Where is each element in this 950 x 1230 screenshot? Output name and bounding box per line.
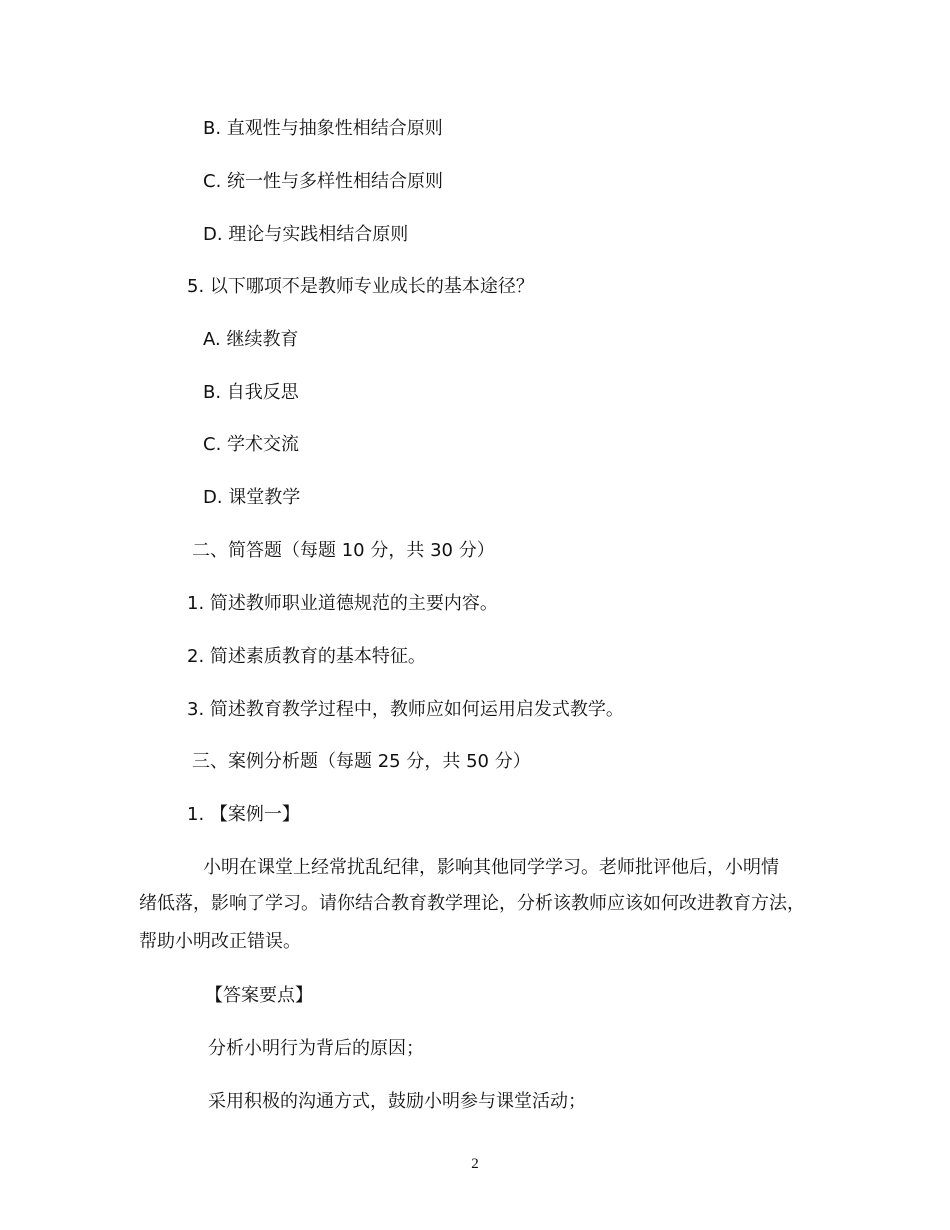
section2-question-1: 1. 简述教师职业道德规范的主要内容。 <box>187 593 498 614</box>
case1-text-line-3: 帮助小明改正错误。 <box>139 931 301 952</box>
page-number: 2 <box>471 1156 479 1172</box>
q5-option-b: B. 自我反思 <box>203 382 299 403</box>
q5-option-d: D. 课堂教学 <box>203 487 301 508</box>
q5-question: 5. 以下哪项不是教师专业成长的基本途径？ <box>187 276 534 297</box>
case1-text-line-2: 绪低落，影响了学习。请你结合教育教学理论，分析该教师应该如何改进教育方法， <box>139 893 805 914</box>
answer-point-2: 采用积极的沟通方式，鼓励小明参与课堂活动； <box>208 1091 586 1112</box>
answer-point-1: 分析小明行为背后的原因； <box>208 1038 424 1059</box>
q5-option-c: C. 学术交流 <box>203 434 300 455</box>
section3-heading: 三、案例分析题（每题 25 分，共 50 分） <box>192 751 531 772</box>
section2-question-3: 3. 简述教育教学过程中，教师应如何运用启发式教学。 <box>187 699 624 720</box>
section2-question-2: 2. 简述素质教育的基本特征。 <box>187 646 426 667</box>
q4-option-c: C. 统一性与多样性相结合原则 <box>203 171 444 192</box>
case1-title: 1. 【案例一】 <box>187 804 300 825</box>
case1-text-line-1: 小明在课堂上经常扰乱纪律，影响其他同学学习。老师批评他后，小明情 <box>203 857 779 878</box>
q5-option-a: A. 继续教育 <box>203 329 299 350</box>
answer-heading: 【答案要点】 <box>205 985 313 1006</box>
q4-option-d: D. 理论与实践相结合原则 <box>203 224 409 245</box>
q4-option-b: B. 直观性与抽象性相结合原则 <box>203 118 443 139</box>
section2-heading: 二、简答题（每题 10 分，共 30 分） <box>192 540 495 561</box>
